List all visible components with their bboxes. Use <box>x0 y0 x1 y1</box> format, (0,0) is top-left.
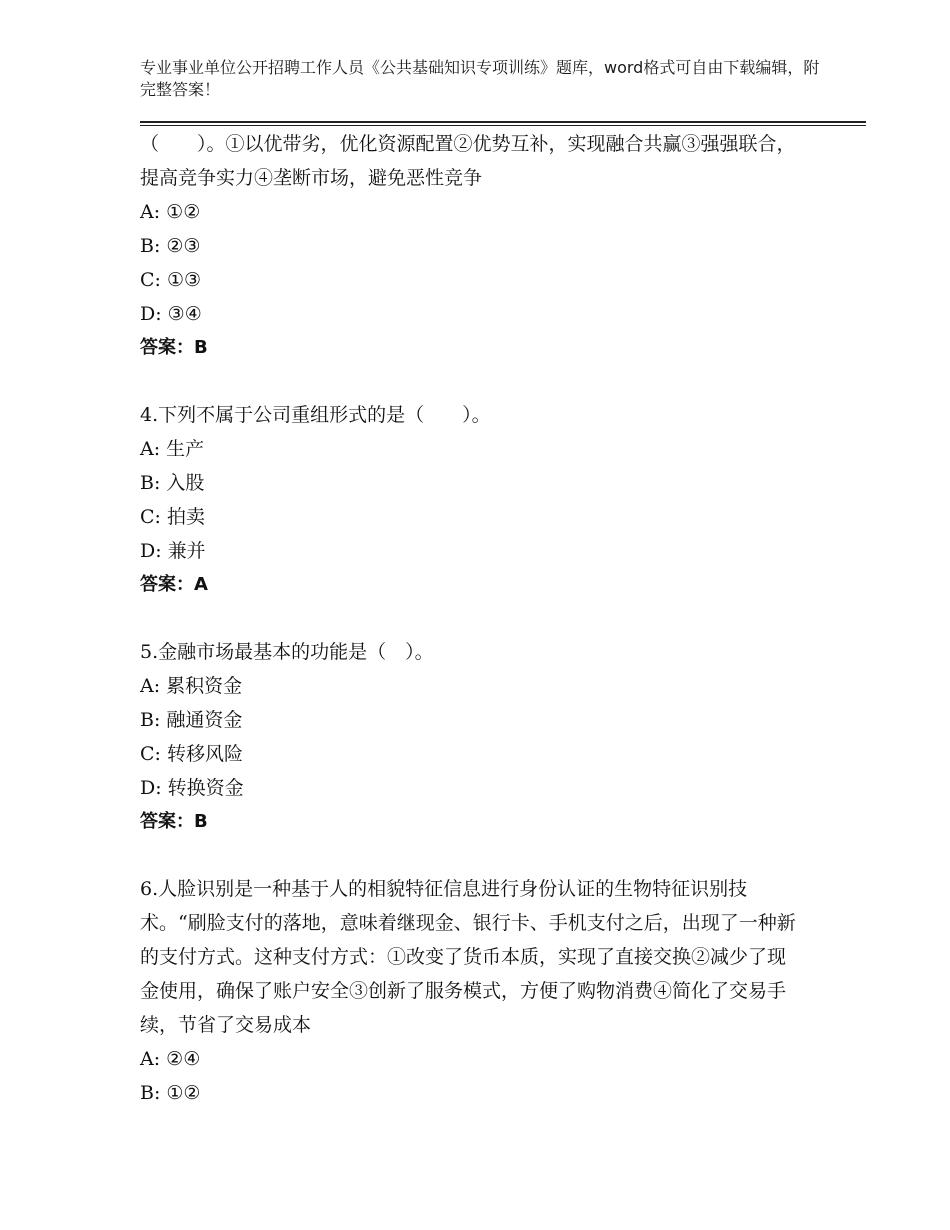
answer: 答案：B <box>140 811 208 832</box>
option-c: C: 拍卖 <box>140 506 205 528</box>
option-a: A: 累积资金 <box>140 675 243 697</box>
header-rule-thick <box>140 121 866 123</box>
page-header: 专业事业单位公开招聘工作人员《公共基础知识专项训练》题库，word格式可自由下载编辑，附完整答案！ <box>140 58 820 99</box>
question-list <box>140 127 800 1110</box>
spacer <box>140 365 800 398</box>
answer: 答案：A <box>140 574 208 595</box>
option-a: A: 生产 <box>140 438 205 460</box>
question-stem: 5.金融市场最基本的功能是（ ）。 <box>140 641 434 663</box>
option-b: B: ①② <box>140 1082 201 1104</box>
option-d: D: 兼并 <box>140 540 206 562</box>
option-c: C: ①③ <box>140 269 202 291</box>
option-b: B: 融通资金 <box>140 709 243 731</box>
spacer <box>140 602 800 635</box>
option-b: B: ②③ <box>140 235 201 257</box>
option-b: B: 入股 <box>140 472 205 494</box>
option-c: C: 转移风险 <box>140 743 243 765</box>
question-stem: 4.下列不属于公司重组形式的是（ ）。 <box>140 404 491 426</box>
question-3-continued <box>140 127 800 365</box>
question-6 <box>140 872 800 1110</box>
option-d: D: ③④ <box>140 303 202 325</box>
option-a: A: ②④ <box>140 1048 201 1070</box>
header-rule-thin <box>140 125 866 126</box>
option-a: A: ①② <box>140 201 201 223</box>
question-5 <box>140 635 800 839</box>
question-stem: 6.人脸识别是一种基于人的相貌特征信息进行身份认证的生物特征识别技术。“刷脸支付的落地，意味着继现金、银行卡、手机支付之后，出现了一种新的支付方式。这种支付方式：①改变了货币本质，实现了直接交换②减少了现金使用，确保了账户安全③创新了服务模式，方便了购物消费④简化了交易手续，节省了交易成本 <box>140 878 796 1036</box>
question-4 <box>140 398 800 602</box>
answer: 答案：B <box>140 337 208 358</box>
spacer <box>140 839 800 872</box>
option-d: D: 转换资金 <box>140 777 244 799</box>
question-stem: （ ）。①以优带劣，优化资源配置②优势互补，实现融合共赢③强强联合，提高竞争实力④垄断市场，避免恶性竞争 <box>140 133 796 189</box>
